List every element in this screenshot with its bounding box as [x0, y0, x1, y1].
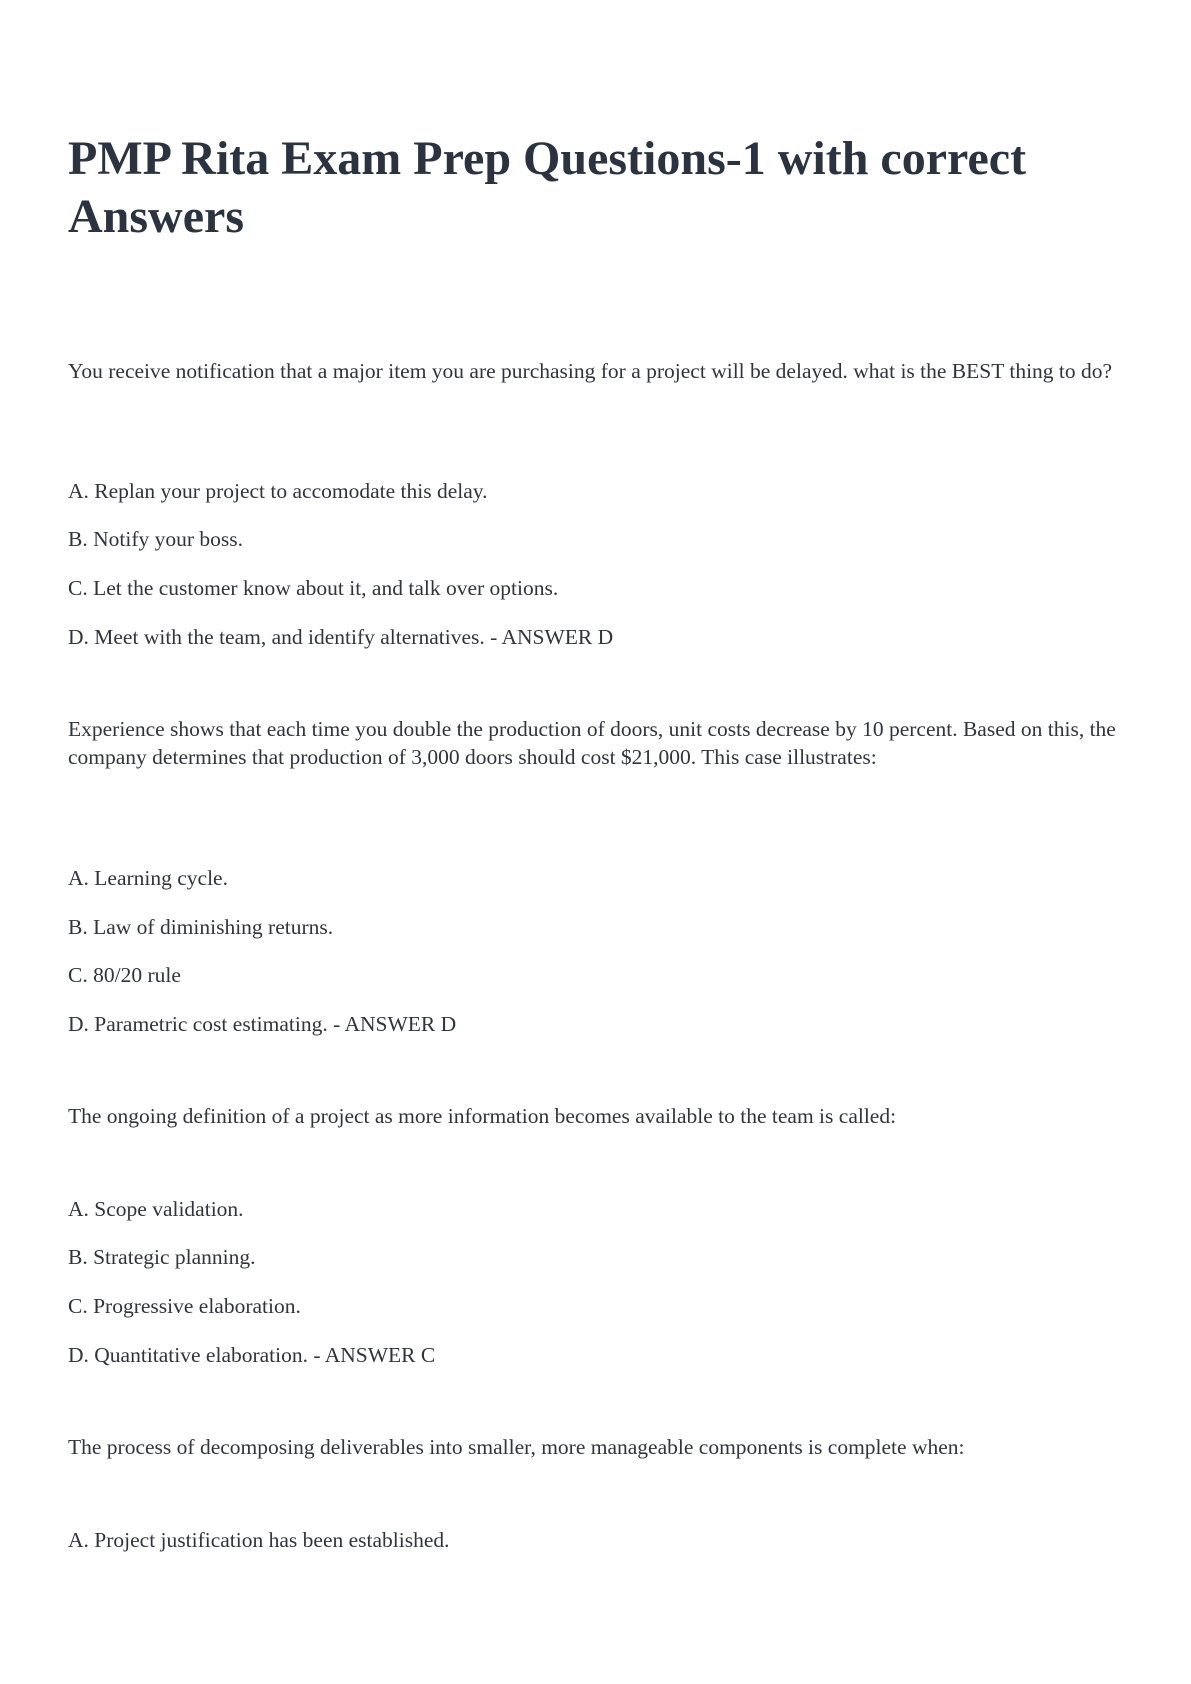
question-2-text: Experience shows that each time you double the production of doors, unit costs decrease by 10 percent. Based on this, the company determines that production of 3,000 doors should cost $21,000. This case illustrates:: [68, 717, 1116, 769]
question-2-option-a: A. Learning cycle.: [68, 866, 228, 890]
document-title: PMP Rita Exam Prep Questions-1 with correct Answers: [68, 132, 1027, 243]
question-3-option-a: A. Scope validation.: [68, 1197, 244, 1221]
question-4-text: The process of decomposing deliverables into smaller, more manageable components is complete when:: [68, 1435, 965, 1459]
question-1-option-c: C. Let the customer know about it, and talk over options.: [68, 576, 559, 600]
question-2-option-d: D. Parametric cost estimating. - ANSWER D: [68, 1012, 457, 1036]
question-1-option-b: B. Notify your boss.: [68, 527, 243, 551]
question-1-option-d: D. Meet with the team, and identify alternatives. - ANSWER D: [68, 625, 614, 649]
question-2-option-c: C. 80/20 rule: [68, 963, 181, 987]
question-3-text: The ongoing definition of a project as more information becomes available to the team is called:: [68, 1104, 897, 1128]
question-1-option-a: A. Replan your project to accomodate this delay.: [68, 479, 488, 503]
question-3-option-c: C. Progressive elaboration.: [68, 1294, 301, 1318]
question-2-option-b: B. Law of diminishing returns.: [68, 915, 334, 939]
question-1-text: You receive notification that a major item you are purchasing for a project will be delayed. what is the BEST thing to do?: [68, 359, 1113, 383]
question-3-option-b: B. Strategic planning.: [68, 1245, 256, 1269]
question-4-option-a: A. Project justification has been established.: [68, 1528, 450, 1552]
question-3-option-d: D. Quantitative elaboration. - ANSWER C: [68, 1343, 436, 1367]
